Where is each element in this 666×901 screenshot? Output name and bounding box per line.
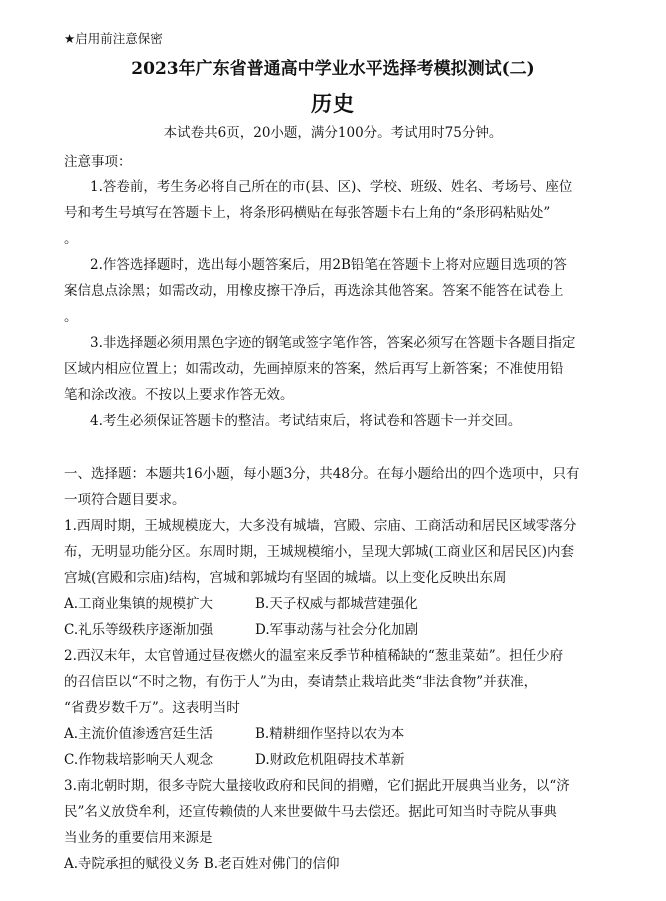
note-line: 1.答卷前，考生务必将自己所在的市(县、区)、学校、班级、姓名、考场号、座位	[90, 179, 573, 195]
question-1-line: 1.西周时期，王城规模庞大，大多没有城墙，宫殿、宗庙、工商活动和居民区域零落分	[64, 518, 577, 534]
section-heading-line: 一项符合题目要求。	[64, 492, 186, 508]
question-1-line: 宫城(宫殿和宗庙)结构，宫城和郭城均有坚固的城墙。以上变化反映出东周	[64, 570, 507, 586]
question-2-option-d: D.财政危机阻碍技术革新	[255, 752, 405, 768]
question-3-line: 民”名义放贷牟利，还宣传赖债的人来世要做牛马去偿还。据此可知当时寺院从事典	[64, 804, 557, 820]
question-1-option-b: B.天子权威与都城营建强化	[255, 596, 418, 612]
question-2-line: “省费岁数千万”。这表明当时	[64, 700, 240, 716]
question-2-option-c: C.作物栽培影响天人观念	[64, 752, 214, 768]
question-3-line: 3.南北朝时期，很多寺院大量接收政府和民间的捐赠，它们据此开展典当业务，以“济	[64, 778, 570, 794]
exam-info: 本试卷共6页，20小题，满分100分。考试用时75分钟。	[163, 125, 503, 141]
subject-title: 历史	[311, 91, 355, 116]
note-line: 。	[64, 231, 78, 247]
notes-heading: 注意事项：	[64, 154, 132, 170]
note-line: 案信息点涂黑；如需改动，用橡皮擦干净后，再选涂其他答案。答案不能答在试卷上	[64, 283, 564, 299]
question-1-line: 布，无明显功能分区。东周时期，王城规模缩小，呈现大郭城(工商业区和居民区)内套	[64, 544, 575, 560]
note-line: 笔和涂改液。不按以上要求作答无效。	[64, 387, 294, 403]
question-2-option-b: B.精耕细作坚持以农为本	[255, 726, 405, 742]
note-line: 号和考生号填写在答题卡上，将条形码横贴在每张答题卡右上角的“条形码粘贴处”	[64, 205, 551, 221]
exam-title: 2023年广东省普通高中学业水平选择考模拟测试(二)	[131, 59, 535, 79]
question-2-line: 2.西汉末年，太官曾通过昼夜燃火的温室来反季节种植稀缺的“葱韭菜茹”。担任少府	[64, 648, 564, 664]
question-1-option-c: C.礼乐等级秩序逐渐加强	[64, 622, 214, 638]
question-2-option-a: A.主流价值渗透宫廷生活	[64, 726, 214, 742]
note-line: 3.非选择题必须用黑色字迹的钢笔或签字笔作答，答案必须写在答题卡各题目指定	[90, 335, 576, 351]
question-1-option-d: D.军事动荡与社会分化加剧	[255, 622, 419, 638]
question-3-line: 当业务的重要信用来源是	[64, 830, 213, 846]
question-1-option-a: A.工商业集镇的规模扩大	[64, 596, 214, 612]
question-2-line: 的召信臣以“不时之物，有伤于人”为由，奏请禁止栽培此类“非法食物”并获准，	[64, 674, 538, 690]
confidential-mark: ★启用前注意保密	[64, 31, 163, 46]
note-line: 区域内相应位置上；如需改动，先画掉原来的答案，然后再写上新答案；不准使用铅	[64, 361, 564, 377]
section-heading-line: 一、选择题：本题共16小题，每小题3分，共48分。在每小题给出的四个选项中，只有	[64, 466, 580, 482]
note-line: 2.作答选择题时，选出每小题答案后，用2B铅笔在答题卡上将对应题目选项的答	[90, 257, 567, 273]
note-line: 4.考生必须保证答题卡的整洁。考试结束后，将试卷和答题卡一并交回。	[90, 413, 522, 429]
question-3-options-ab: A.寺院承担的赋役义务 B.老百姓对佛门的信仰	[64, 856, 340, 872]
note-line: 。	[64, 309, 78, 325]
